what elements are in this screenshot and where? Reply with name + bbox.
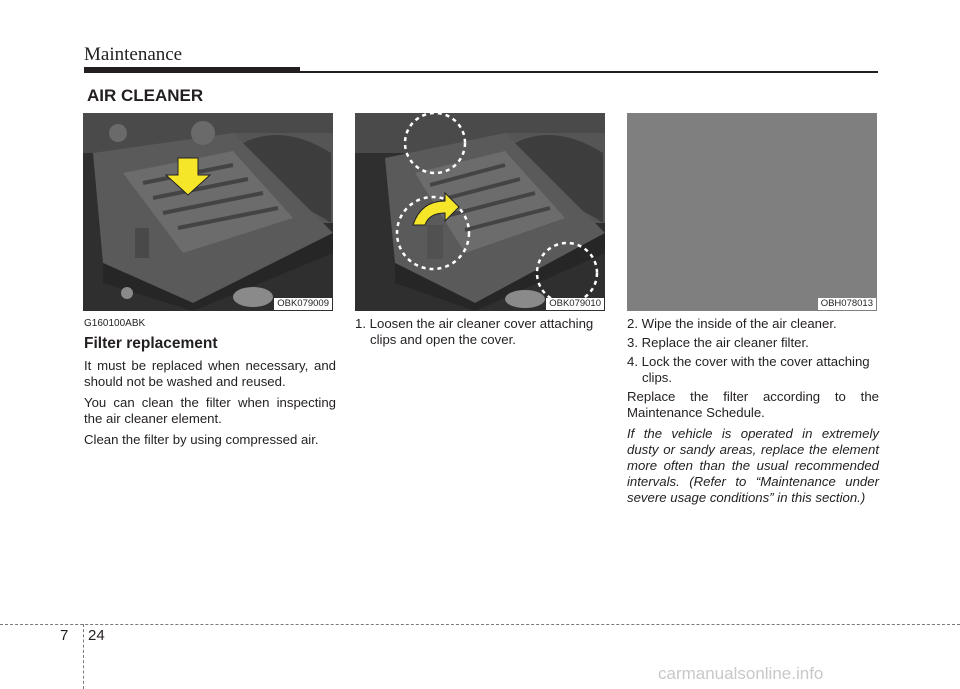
paragraph: You can clean the filter when inspecting the air cleaner element.	[84, 395, 336, 426]
header-rule-thick	[84, 67, 300, 73]
watermark: carmanualsonline.info	[658, 664, 824, 683]
section-title: AIR CLEANER	[87, 86, 204, 105]
column-steps-2-4	[627, 316, 879, 519]
column-step-1	[355, 316, 607, 351]
header-title: Maintenance	[84, 44, 183, 65]
step-item: 3. Replace the air cleaner filter.	[627, 335, 809, 350]
figure-caption: OBK079009	[274, 298, 332, 310]
page-number: 24	[88, 627, 105, 644]
paragraph: Clean the filter by using compressed air.	[84, 432, 319, 447]
figure-caption: OBH078013	[818, 298, 876, 310]
chapter-number: 7	[60, 627, 69, 644]
figure-caption: OBK079010	[546, 298, 604, 310]
figure-gray-placeholder	[627, 113, 877, 311]
step-item: 2. Wipe the inside of the air cleaner.	[627, 316, 837, 331]
step-item: 1. Loosen the air cleaner cover attaching clips and open the cover.	[355, 316, 594, 347]
figure-loosen-clips	[355, 113, 605, 311]
header-rule	[300, 71, 878, 73]
footer-divider-vertical	[83, 624, 84, 689]
footer-divider	[0, 624, 960, 625]
subheading: Filter replacement	[84, 335, 218, 352]
column-filter-replacement	[84, 316, 336, 453]
paragraph: Replace the filter according to the Maintenance Schedule.	[627, 389, 879, 420]
step-item: 4. Lock the cover with the cover attaching clips.	[627, 354, 870, 385]
note-italic: If the vehicle is operated in extremely dusty or sandy areas, replace the element more often than the usual recommended intervals. (Refer to “Maintenance under severe usage conditions” in this section.)	[627, 426, 879, 505]
figure-air-cleaner-cover	[83, 113, 333, 311]
section-code: G160100ABK	[84, 318, 146, 329]
paragraph: It must be replaced when necessary, and should not be washed and reused.	[84, 358, 336, 389]
